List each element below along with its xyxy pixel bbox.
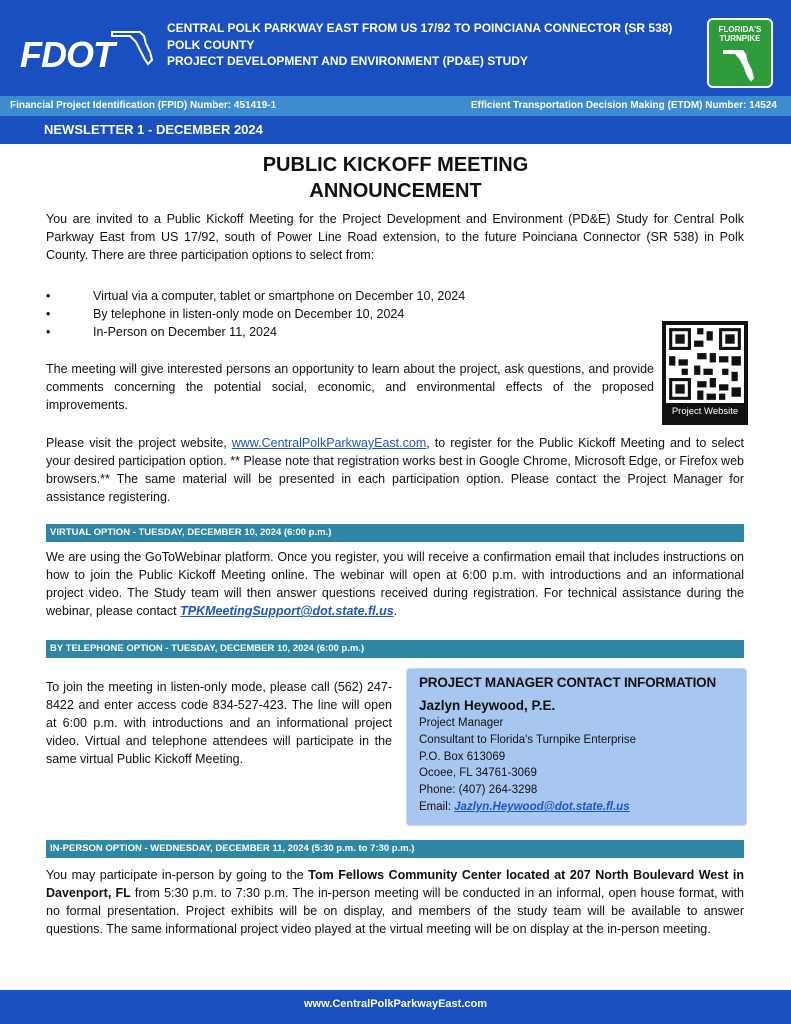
project-id-bar — [0, 96, 791, 116]
county-name: POLK COUNTY — [167, 37, 255, 52]
intro-paragraph: You are invited to a Public Kickoff Meeting for the Project Development and Environment (PD&E) Study for Central Polk Parkway East from US 17/92, south of Power Line Road extension, to the future Poinciana Connector (SR 538) in Polk County. There are three participation options to select from: — [46, 212, 744, 262]
project-title: CENTRAL POLK PARKWAY EAST FROM US 17/92 TO POINCIANA CONNECTOR (SR 538) — [167, 21, 673, 35]
pm-email-link[interactable]: Jazlyn.Heywood@dot.state.fl.us — [454, 800, 630, 813]
pm-city: Ocoee, FL 34761-3069 — [419, 767, 537, 780]
fpid-number: Financial Project Identification (FPID) Number: 451419-1 — [10, 100, 277, 111]
title-line-2: ANNOUNCEMENT — [309, 180, 482, 202]
title-line-1: PUBLIC KICKOFF MEETING — [262, 154, 529, 176]
virtual-option-heading — [46, 524, 744, 542]
bullet-icon: • — [46, 307, 51, 321]
virtual-option-end: . — [393, 604, 398, 618]
telephone-option-paragraph: To join the meeting in listen-only mode, please call (562) 247-8422 and enter access code 834-527-423. The line will open at 6:00 p.m. with introductions and an informational project video. Virtual and telephone attendees will participate in the same virtual Public Kickoff Meeting. — [46, 680, 392, 766]
study-name: PROJECT DEVELOPMENT AND ENVIRONMENT (PD&E) STUDY — [167, 54, 528, 68]
telephone-option-heading-text: BY TELEPHONE OPTION - TUESDAY, DECEMBER 10, 2024 (6:00 p.m.) — [50, 643, 365, 654]
in-person-text-before: You may participate in-person by going to the — [46, 868, 309, 882]
footer-website-link[interactable]: www.CentralPolkParkwayEast.com — [304, 998, 487, 1010]
turnpike-logo-line2: TURNPIKE — [719, 34, 761, 43]
in-person-option-heading-text: IN-PERSON OPTION - WEDNESDAY, DECEMBER 11, 2024 (5:30 p.m. to 7:30 p.m.) — [50, 843, 415, 854]
footer-bar — [0, 990, 791, 1024]
option-in-person: In-Person on December 11, 2024 — [93, 325, 277, 339]
in-person-option-heading — [46, 840, 744, 858]
pm-box-title: PROJECT MANAGER CONTACT INFORMATION — [419, 675, 716, 690]
page-title — [0, 152, 791, 204]
bullet-icon: • — [46, 325, 51, 339]
florida-outline-icon — [110, 26, 160, 66]
virtual-option-heading-text: VIRTUAL OPTION - TUESDAY, DECEMBER 10, 2024 (6:00 p.m.) — [50, 527, 332, 538]
header-banner — [0, 0, 791, 96]
project-manager-contact-box — [406, 668, 747, 826]
fdot-logo-text: FDOT — [20, 34, 114, 75]
qr-code-label: Project Website — [671, 406, 739, 417]
website-text-before: Please visit the project website, — [46, 436, 232, 450]
newsletter-issue: NEWSLETTER 1 - DECEMBER 2024 — [44, 122, 263, 137]
option-virtual: Virtual via a computer, tablet or smartphone on December 10, 2024 — [93, 289, 466, 303]
virtual-option-text: We are using the GoToWebinar platform. Once you register, you will receive a confirmation email that includes instructions on how to join the Public Kickoff Meeting online. The webinar will open at 6:00 p.m. with introductions and an informational project video. The Study team will then answer questions received during registration. For technical assistance during the webinar, please contact — [46, 550, 744, 618]
meeting-location: Tom Fellows Community Center located at 207 North Boulevard West in Davenport, FL — [46, 868, 744, 900]
turnpike-logo-line1: FLORIDA'S — [718, 25, 762, 34]
pm-po-box: P.O. Box 613069 — [419, 750, 506, 763]
telephone-option-heading — [46, 640, 744, 658]
bullet-icon: • — [46, 289, 51, 303]
pm-role: Project Manager — [419, 717, 504, 729]
etdm-number: Efficient Transportation Decision Making (ETDM) Number: 14524 — [470, 100, 777, 111]
project-title-block — [167, 20, 672, 70]
pm-organization: Consultant to Florida's Turnpike Enterprise — [419, 733, 636, 746]
in-person-text-after: from 5:30 p.m. to 7:30 p.m. The in-person meeting will be conducted in an informal, open house format, with no formal presentation. Project exhibits will be on display, and members of the study team will be available to answer questions. The same informational project video played at the virtual meeting will be on display at the in-person meeting. — [46, 886, 744, 936]
in-person-option-paragraph — [46, 866, 744, 938]
project-website-link[interactable]: www.CentralPolkParkwayEast.com — [231, 436, 427, 450]
qr-code-icon — [666, 325, 744, 403]
website-paragraph — [46, 434, 744, 506]
fdot-logo — [20, 34, 160, 84]
virtual-option-paragraph — [46, 548, 744, 620]
pm-email-label: Email: — [419, 800, 455, 813]
option-telephone: By telephone in listen-only mode on December 10, 2024 — [93, 307, 405, 321]
meeting-purpose-paragraph: The meeting will give interested persons an opportunity to learn about the project, ask questions, and provide comments concerning the potential social, economic, and environmental effects of the proposed improvements. — [46, 362, 654, 412]
pm-name: Jazlyn Heywood, P.E. — [419, 698, 556, 713]
website-text-after: , to register for the Public Kickoff Meeting and to select your desired participation option. ** Please note that registration works best in Google Chrome, Microsoft Edge, or Firefox web browsers.** The same material will be presented in each participation option. Please contact the Project Manager for assistance registering. — [46, 436, 744, 504]
florida-turnpike-logo — [707, 18, 773, 88]
pm-email-row — [419, 799, 734, 816]
florida-map-icon — [721, 46, 761, 84]
project-website-qr-code[interactable] — [662, 321, 748, 425]
newsletter-bar — [0, 116, 791, 144]
tpk-support-email-link[interactable]: TPKMeetingSupport@dot.state.fl.us — [180, 604, 394, 618]
pm-phone: Phone: (407) 264-3298 — [419, 784, 538, 797]
